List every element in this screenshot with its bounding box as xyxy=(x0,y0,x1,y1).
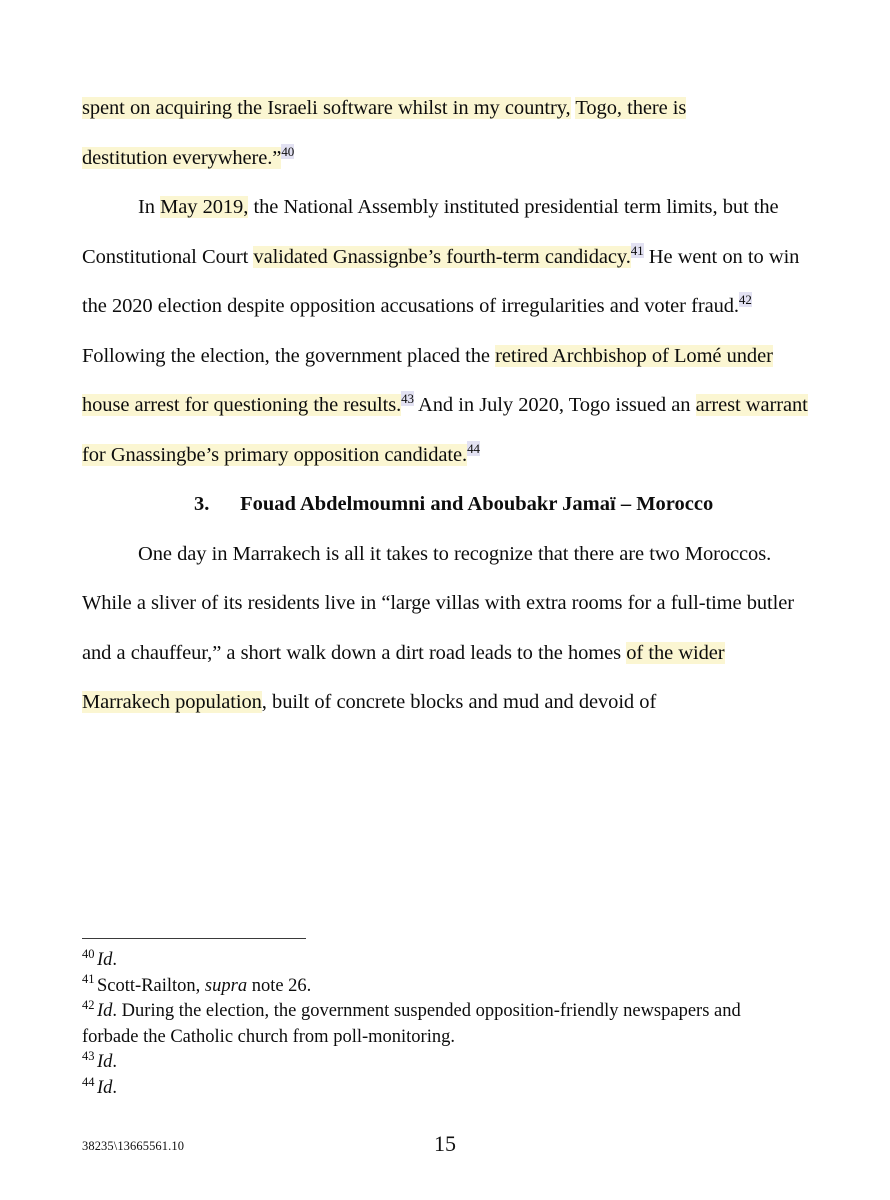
document-id-footer: 38235\13665561.10 xyxy=(82,1139,185,1153)
footnote-42-post: . During the election, the government suspended opposition-friendly newspapers and forbade the Catholic church from poll-monitoring. xyxy=(82,1001,741,1047)
footnote-item-40 xyxy=(82,948,782,974)
text-built-of-concrete: , built of concrete blocks and mud and devoid of xyxy=(261,691,657,713)
footnote-41-supra: supra xyxy=(204,975,248,996)
footnote-marker-43[interactable]: 43 xyxy=(401,391,414,407)
text-following-the-election: Following the election, the government placed the xyxy=(82,344,496,367)
text-and-in-july-2020: And in July 2020, Togo issued an xyxy=(413,394,696,416)
footnote-marker-42[interactable]: 42 xyxy=(738,292,752,308)
footnote-41-pre: Scott-Railton, xyxy=(97,975,205,996)
footnote-43-post: . xyxy=(112,1052,118,1073)
highlighted-text-arrest-warrant: arrest warrant for Gnassingbe’s primary opposition candidate. xyxy=(82,394,808,466)
section-number: 3. xyxy=(194,493,210,515)
footnote-44-post: . xyxy=(112,1077,118,1098)
footnote-40-rest: . xyxy=(112,950,118,970)
highlighted-text-togo-there-is: Togo, there is xyxy=(575,97,687,119)
body-paragraph-3 xyxy=(82,530,810,728)
footnote-42-id: Id xyxy=(97,1001,113,1022)
footnote-marker-40[interactable]: 40 xyxy=(281,143,295,159)
footnote-separator-rule xyxy=(82,938,306,939)
footnote-number-40: 40 xyxy=(82,946,95,961)
footnote-item-42 xyxy=(82,999,782,1050)
footnote-number-43: 43 xyxy=(82,1049,95,1064)
page-content xyxy=(82,84,810,728)
footnote-number-41: 41 xyxy=(82,972,95,987)
footnote-list xyxy=(82,948,782,1102)
highlighted-text-wider-marrakech-population: of the wider Marrakech population xyxy=(82,641,725,713)
highlighted-text-may-2019: May 2019, xyxy=(160,196,249,218)
section-title: Fouad Abdelmoumni and Aboubakr Jamaï – Morocco xyxy=(240,493,714,515)
footnote-number-44: 44 xyxy=(82,1074,95,1089)
page-number: 15 xyxy=(434,1131,456,1156)
footnote-43-id: Id xyxy=(97,1052,113,1073)
footnote-44-id: Id xyxy=(97,1077,113,1098)
footnote-item-43 xyxy=(82,1050,782,1076)
footnote-marker-41[interactable]: 41 xyxy=(630,242,644,258)
text-he-went-on: He went on to win the 2020 election despite opposition accusations of irregularities and voter fraud. xyxy=(82,245,800,317)
footnote-number-42: 42 xyxy=(82,998,95,1013)
highlighted-text-retired-archbishop: retired Archbishop of Lomé under house arrest for questioning the results. xyxy=(82,344,773,416)
text-national-assembly: the National Assembly instituted presidential term limits, but the Constitutional Court xyxy=(82,196,779,268)
footnote-40-id: Id xyxy=(97,950,113,970)
text-one-day-in-marrakech: One day in Marrakech is all it takes to recognize that there are two Moroccos. While a sliver of its residents live in “large villas with extra rooms for a full-time butler and a chauffeur,” a short walk down a dirt road leads to the homes xyxy=(82,542,794,664)
footnote-item-41 xyxy=(82,974,782,1000)
body-paragraph-1 xyxy=(82,84,810,183)
highlighted-text-destitution-everywhere: destitution everywhere.” xyxy=(82,146,282,169)
highlighted-text-validated-candidacy: validated Gnassignbe’s fourth-term candidacy. xyxy=(253,245,631,268)
highlighted-text-spent-on-acquiring: spent on acquiring the Israeli software whilst in my country, xyxy=(82,97,571,119)
footnote-41-post: note 26. xyxy=(247,975,312,996)
footnote-item-44 xyxy=(82,1076,782,1102)
body-paragraph-2 xyxy=(82,183,810,480)
footnote-marker-44[interactable]: 44 xyxy=(467,440,480,456)
text-in: In xyxy=(138,196,161,218)
section-heading-3 xyxy=(82,480,810,530)
